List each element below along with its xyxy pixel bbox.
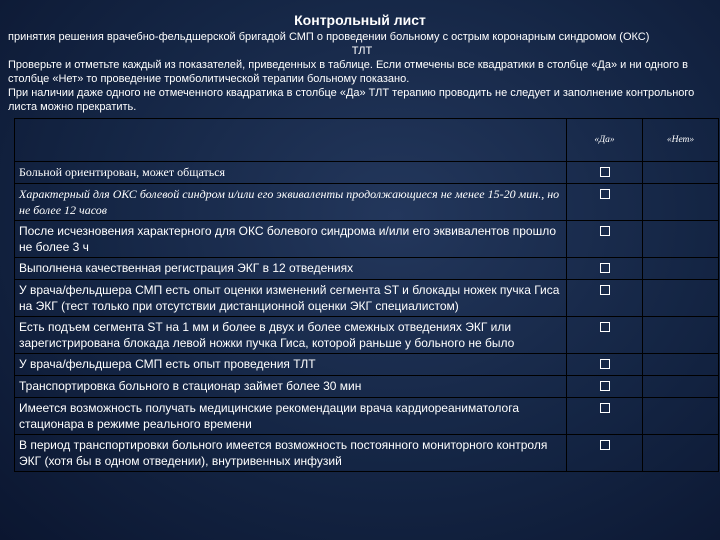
yes-cell[interactable]	[567, 398, 643, 435]
criterion-text: У врача/фельдшера СМП есть опыт оценки изменений сегмента ST и блокады ножек пучка Гиса на ЭКГ (тест только при отсутствии дистанционной оценки ЭКГ специалистом)	[15, 280, 567, 317]
column-header-no: «Нет»	[643, 119, 719, 162]
criterion-text: После исчезновения характерного для ОКС болевого синдрома и/или его эквивалентов прошло не более 3 ч	[15, 221, 567, 258]
no-cell[interactable]	[643, 221, 719, 258]
yes-checkbox[interactable]	[600, 359, 610, 369]
table-row	[15, 317, 719, 354]
intro-instructions: Проверьте и отметьте каждый из показателей, приведенных в таблице. Если отмечены все квадратики в столбце «Да» и ни одного в столбце «Нет» то проведение тромболитической терапии больному показано.	[8, 59, 688, 85]
intro-line-1: принятия решения врачебно-фельдшерской бригадой СМП о проведении больному с острым коронарным синдромом (ОКС)	[8, 31, 650, 43]
criterion-text: Больной ориентирован, может общаться	[15, 162, 567, 184]
yes-checkbox[interactable]	[600, 263, 610, 273]
criterion-text: У врача/фельдшера СМП есть опыт проведения ТЛТ	[15, 354, 567, 376]
table-row	[15, 221, 719, 258]
yes-cell[interactable]	[567, 435, 643, 472]
criterion-text: Есть подъем сегмента ST на 1 мм и более в двух и более смежных отведениях ЭКГ или зарегистрирована блокада левой ножки пучка Гиса, которой раньше у больного не было	[15, 317, 567, 354]
intro-text	[8, 30, 716, 114]
yes-checkbox[interactable]	[600, 322, 610, 332]
no-cell[interactable]	[643, 280, 719, 317]
no-cell[interactable]	[643, 354, 719, 376]
table-row	[15, 280, 719, 317]
yes-cell[interactable]	[567, 258, 643, 280]
yes-checkbox[interactable]	[600, 440, 610, 450]
checklist-table	[14, 118, 719, 472]
table-row	[15, 435, 719, 472]
yes-cell[interactable]	[567, 221, 643, 258]
yes-checkbox[interactable]	[600, 189, 610, 199]
no-cell[interactable]	[643, 162, 719, 184]
yes-cell[interactable]	[567, 162, 643, 184]
no-cell[interactable]	[643, 184, 719, 221]
criterion-text: Характерный для ОКС болевой синдром и/или его эквиваленты продолжающиеся не менее 15-20 мин., но не более 12 часов	[15, 184, 567, 221]
yes-cell[interactable]	[567, 184, 643, 221]
intro-warning: При наличии даже одного не отмеченного квадратика в столбце «Да» ТЛТ терапию проводить не следует и заполнение контрольного листа можно прекратить.	[8, 87, 695, 113]
page-title: Контрольный лист	[294, 12, 426, 28]
table-row	[15, 354, 719, 376]
column-header-yes: «Да»	[567, 119, 643, 162]
yes-cell[interactable]	[567, 376, 643, 398]
no-cell[interactable]	[643, 435, 719, 472]
yes-checkbox[interactable]	[600, 403, 610, 413]
criterion-text: Транспортировка больного в стационар займет более 30 мин	[15, 376, 567, 398]
intro-line-2: ТЛТ	[351, 45, 373, 57]
no-cell[interactable]	[643, 317, 719, 354]
table-row	[15, 258, 719, 280]
criterion-text: В период транспортировки больного имеется возможность постоянного мониторного контроля ЭКГ (хотя бы в одном отведении), внутривенных инфузий	[15, 435, 567, 472]
yes-checkbox[interactable]	[600, 285, 610, 295]
yes-cell[interactable]	[567, 317, 643, 354]
table-header-row	[15, 119, 719, 162]
no-cell[interactable]	[643, 258, 719, 280]
table-row	[15, 398, 719, 435]
header-empty-cell	[15, 119, 567, 162]
criterion-text: Имеется возможность получать медицинские рекомендации врача кардиореаниматолога стационара в режиме реального времени	[15, 398, 567, 435]
table-row	[15, 162, 719, 184]
table-row	[15, 184, 719, 221]
yes-checkbox[interactable]	[600, 226, 610, 236]
yes-checkbox[interactable]	[600, 167, 610, 177]
yes-cell[interactable]	[567, 354, 643, 376]
no-cell[interactable]	[643, 398, 719, 435]
criterion-text: Выполнена качественная регистрация ЭКГ в 12 отведениях	[15, 258, 567, 280]
yes-cell[interactable]	[567, 280, 643, 317]
table-row	[15, 376, 719, 398]
yes-checkbox[interactable]	[600, 381, 610, 391]
no-cell[interactable]	[643, 376, 719, 398]
